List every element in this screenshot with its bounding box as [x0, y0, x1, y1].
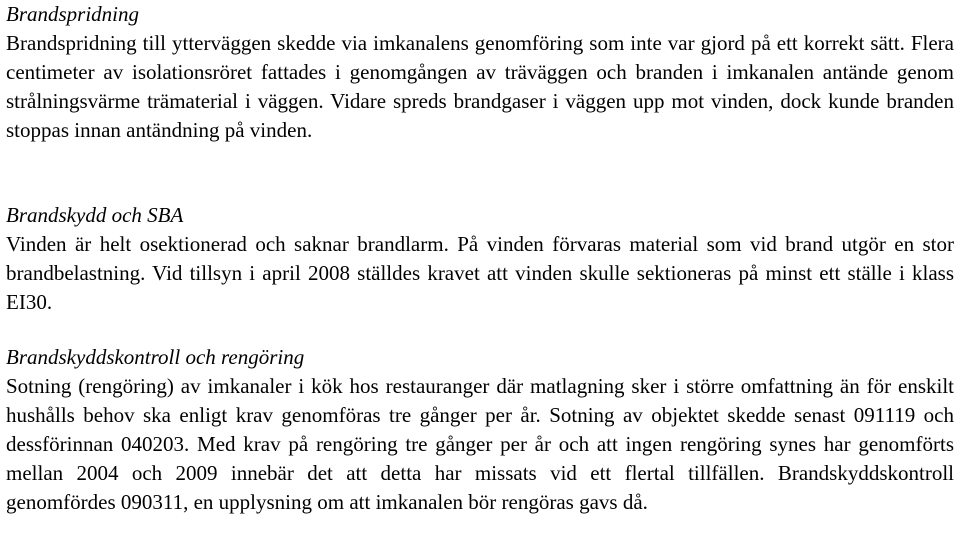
section-brandspridning: [6, 0, 954, 145]
section-heading: Brandskydd och SBA: [6, 203, 184, 227]
section-brandskyddskontroll: [6, 343, 954, 517]
section-heading: Brandskyddskontroll och rengöring: [6, 345, 305, 369]
section-brandskydd-och-sba: [6, 201, 954, 317]
section-body: Sotning (rengöring) av imkanaler i kök hos restauranger där matlagning sker i större omfattning än för enskilt hushålls behov ska enligt krav genomföras tre gånger per år. Sotning av objektet skedde senast 091119 och dessförinnan 040203. Med krav på rengöring tre gånger per år och att ingen rengöring synes har genomförts mellan 2004 och 2009 innebär det att detta har missats vid ett flertal tillfällen. Brandskyddskontroll genomfördes 090311, en upplysning om att imkanalen bör rengöras gavs då.: [6, 374, 954, 515]
section-body: Vinden är helt osektionerad och saknar brandlarm. På vinden förvaras material som vid brand utgör en stor brandbelastning. Vid tillsyn i april 2008 ställdes kravet att vinden skulle sektioneras på minst ett ställe i klass EI30.: [6, 232, 954, 315]
section-body: Brandspridning till ytterväggen skedde via imkanalens genomföring som inte var gjord på ett korrekt sätt. Flera centimeter av isolationsröret fattades i genomgången av träväggen och branden i imkanalen antände genom strålningsvärme trämaterial i väggen. Vidare spreds brandgaser i väggen upp mot vinden, dock kunde branden stoppas innan antändning på vinden.: [6, 31, 954, 143]
section-heading: Brandspridning: [6, 2, 140, 26]
